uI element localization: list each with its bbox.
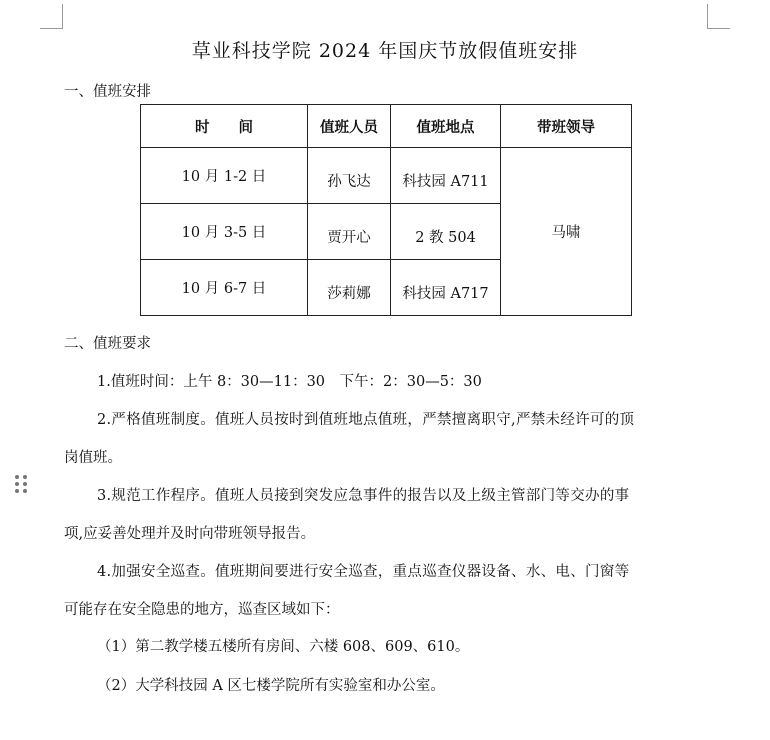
- section-heading-schedule: 一、值班安排: [64, 84, 151, 100]
- duty-schedule-table: [140, 104, 632, 316]
- requirement-line: 2.严格值班制度。值班人员按时到值班地点值班，严禁擅离职守,严禁未经许可的顶: [97, 412, 635, 428]
- requirement-line: 4.加强安全巡查。值班期间要进行安全巡查，重点巡查仪器设备、水、电、门窗等: [97, 564, 630, 580]
- patrol-area-item: （2）大学科技园 A 区七楼学院所有实验室和办公室。: [97, 678, 445, 694]
- section-heading-requirements: 二、值班要求: [64, 336, 151, 352]
- header-place: 值班地点: [391, 105, 501, 148]
- requirement-line: 岗值班。: [64, 450, 122, 466]
- table-header-row: [141, 105, 632, 148]
- header-time: 时 间: [141, 105, 308, 148]
- cell-time: 10 月 1-2 日: [141, 148, 308, 204]
- cell-time: 10 月 6-7 日: [141, 260, 308, 316]
- cell-time: 10 月 3-5 日: [141, 204, 308, 260]
- cell-place: 科技园 A717: [391, 260, 501, 316]
- requirement-line: 3.规范工作程序。值班人员接到突发应急事件的报告以及上级主管部门等交办的事: [97, 488, 630, 504]
- page-corner-mark-right-h: [707, 28, 730, 29]
- document-title: 草业科技学院 2024 年国庆节放假值班安排: [191, 40, 579, 62]
- patrol-area-item: （1）第二教学楼五楼所有房间、六楼 608、609、610。: [97, 639, 470, 655]
- cell-person: 孙飞达: [308, 148, 391, 204]
- cell-leader: 马啸: [501, 148, 632, 316]
- page-corner-mark-left-h: [40, 28, 63, 29]
- cell-person: 贾开心: [308, 204, 391, 260]
- page-corner-mark-right: [707, 4, 708, 29]
- header-leader: 带班领导: [501, 105, 632, 148]
- page-corner-mark-left: [62, 4, 63, 29]
- cell-place: 2 教 504: [391, 204, 501, 260]
- requirement-line: 可能存在安全隐患的地方，巡查区域如下：: [64, 602, 340, 618]
- header-person: 值班人员: [308, 105, 391, 148]
- requirement-line: 1.值班时间：上午 8：30—11：30 下午：2：30—5：30: [97, 374, 482, 390]
- cell-place: 科技园 A711: [391, 148, 501, 204]
- requirement-line: 项,应妥善处理并及时向带班领导报告。: [64, 526, 316, 542]
- cell-person: 莎莉娜: [308, 260, 391, 316]
- drag-handle-icon[interactable]: [15, 475, 27, 493]
- table-row: [141, 148, 632, 204]
